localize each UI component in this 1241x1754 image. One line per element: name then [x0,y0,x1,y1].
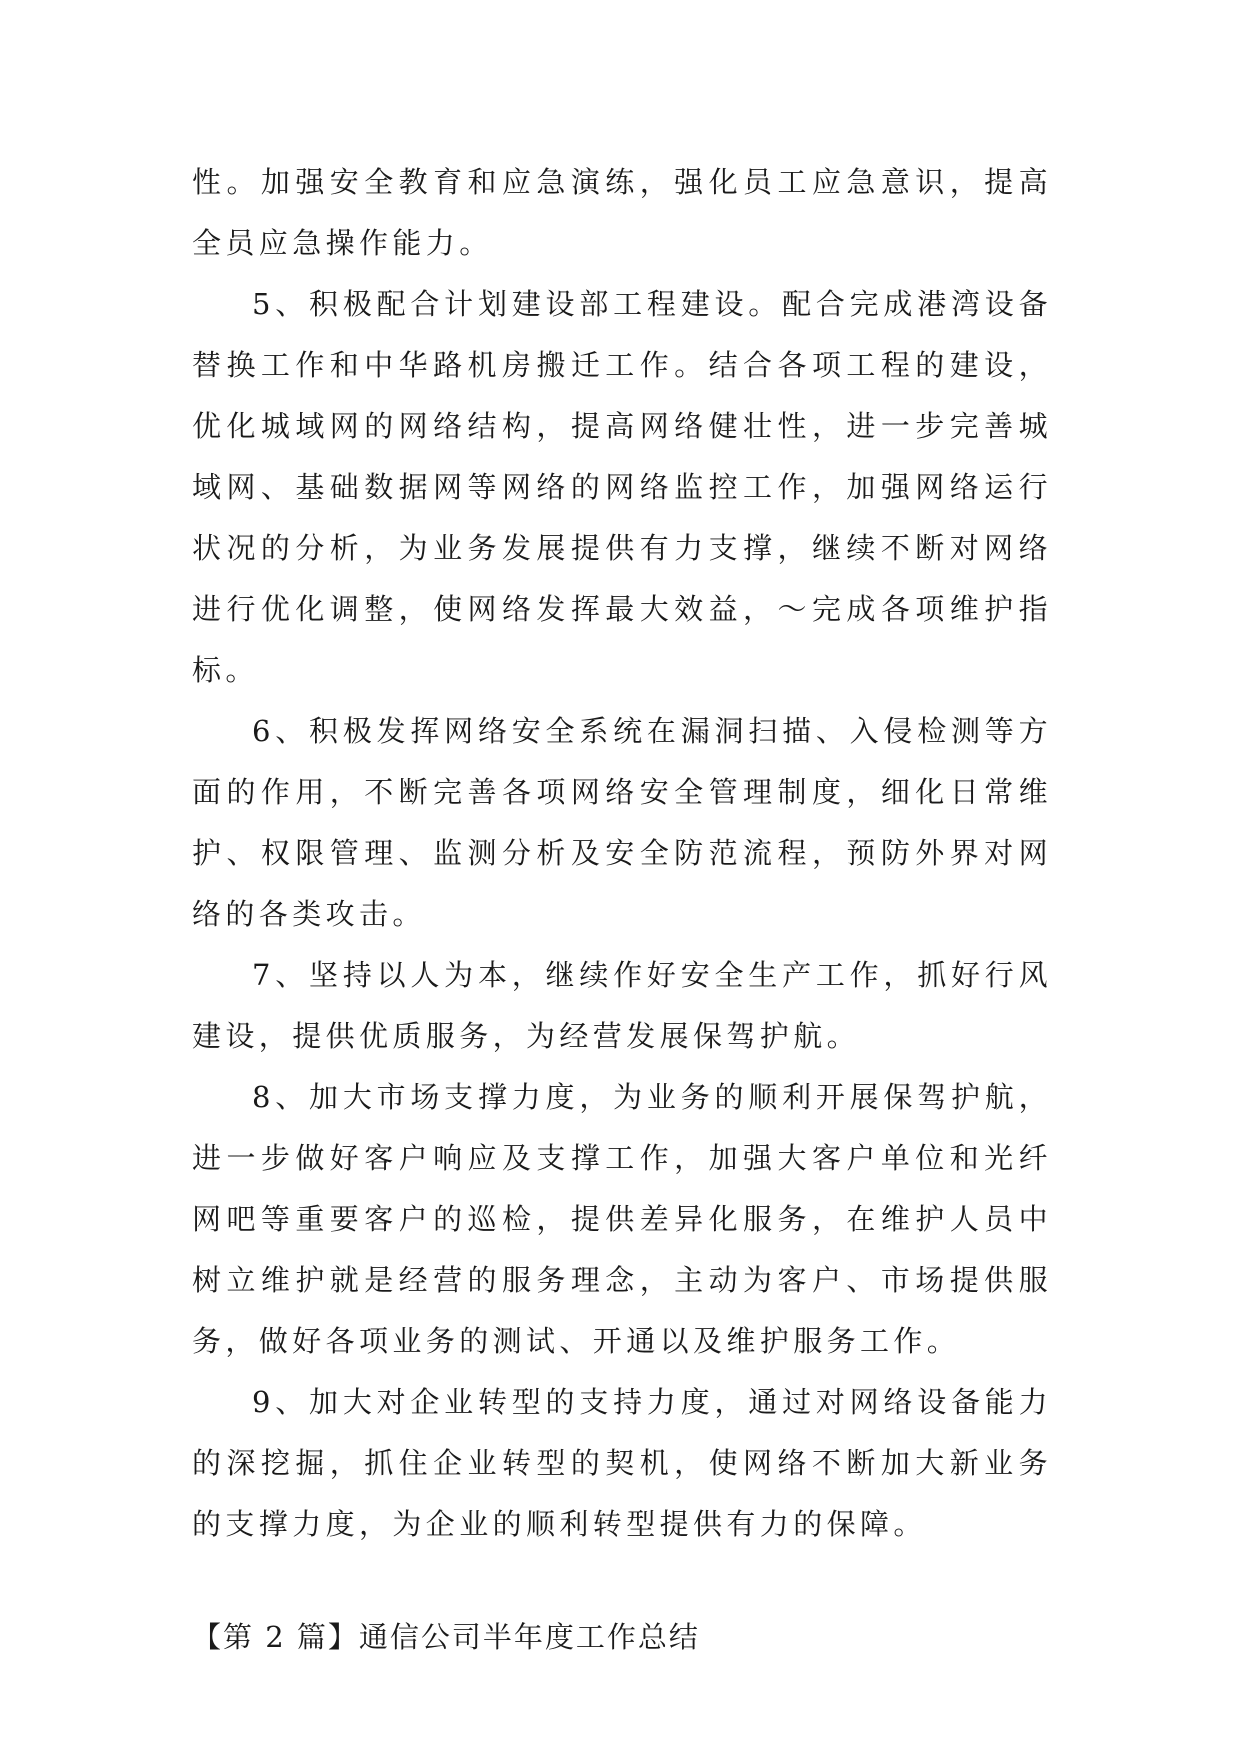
paragraph-item-7: 7、坚持以人为本，继续作好安全生产工作，抓好行风建设，提供优质服务，为经营发展保驾护航。 [192,958,1052,1053]
paragraph-item-9: 9、加大对企业转型的支持力度，通过对网络设备能力的深挖掘，抓住企业转型的契机，使网络不断加大新业务的支撑力度，为企业的顺利转型提供有力的保障。 [192,1385,1052,1541]
document-page [192,152,1052,1668]
paragraph-item-6: 6、积极发挥网络安全系统在漏洞扫描、入侵检测等方面的作用，不断完善各项网络安全管理制度，细化日常维护、权限管理、监测分析及安全防范流程，预防外界对网络的各类攻击。 [192,714,1052,931]
paragraph-item-5: 5、积极配合计划建设部工程建设。配合完成港湾设备替换工作和中华路机房搬迁工作。结合各项工程的建设，优化城域网的网络结构，提高网络健壮性，进一步完善城域网、基础数据网等网络的网络监控工作，加强网络运行状况的分析，为业务发展提供有力支撑，继续不断对网络进行优化调整，使网络发挥最大效益，～完成各项维护指标。 [192,287,1052,687]
paragraph-item-8: 8、加大市场支撑力度，为业务的顺利开展保驾护航，进一步做好客户响应及支撑工作，加强大客户单位和光纤网吧等重要客户的巡检，提供差异化服务，在维护人员中树立维护就是经营的服务理念，主动为客户、市场提供服务，做好各项业务的测试、开通以及维护服务工作。 [192,1080,1052,1358]
section-heading: 【第 2 篇】通信公司半年度工作总结 [192,1620,700,1654]
paragraph-continuation: 性。加强安全教育和应急演练，强化员工应急意识，提高全员应急操作能力。 [192,165,1052,260]
